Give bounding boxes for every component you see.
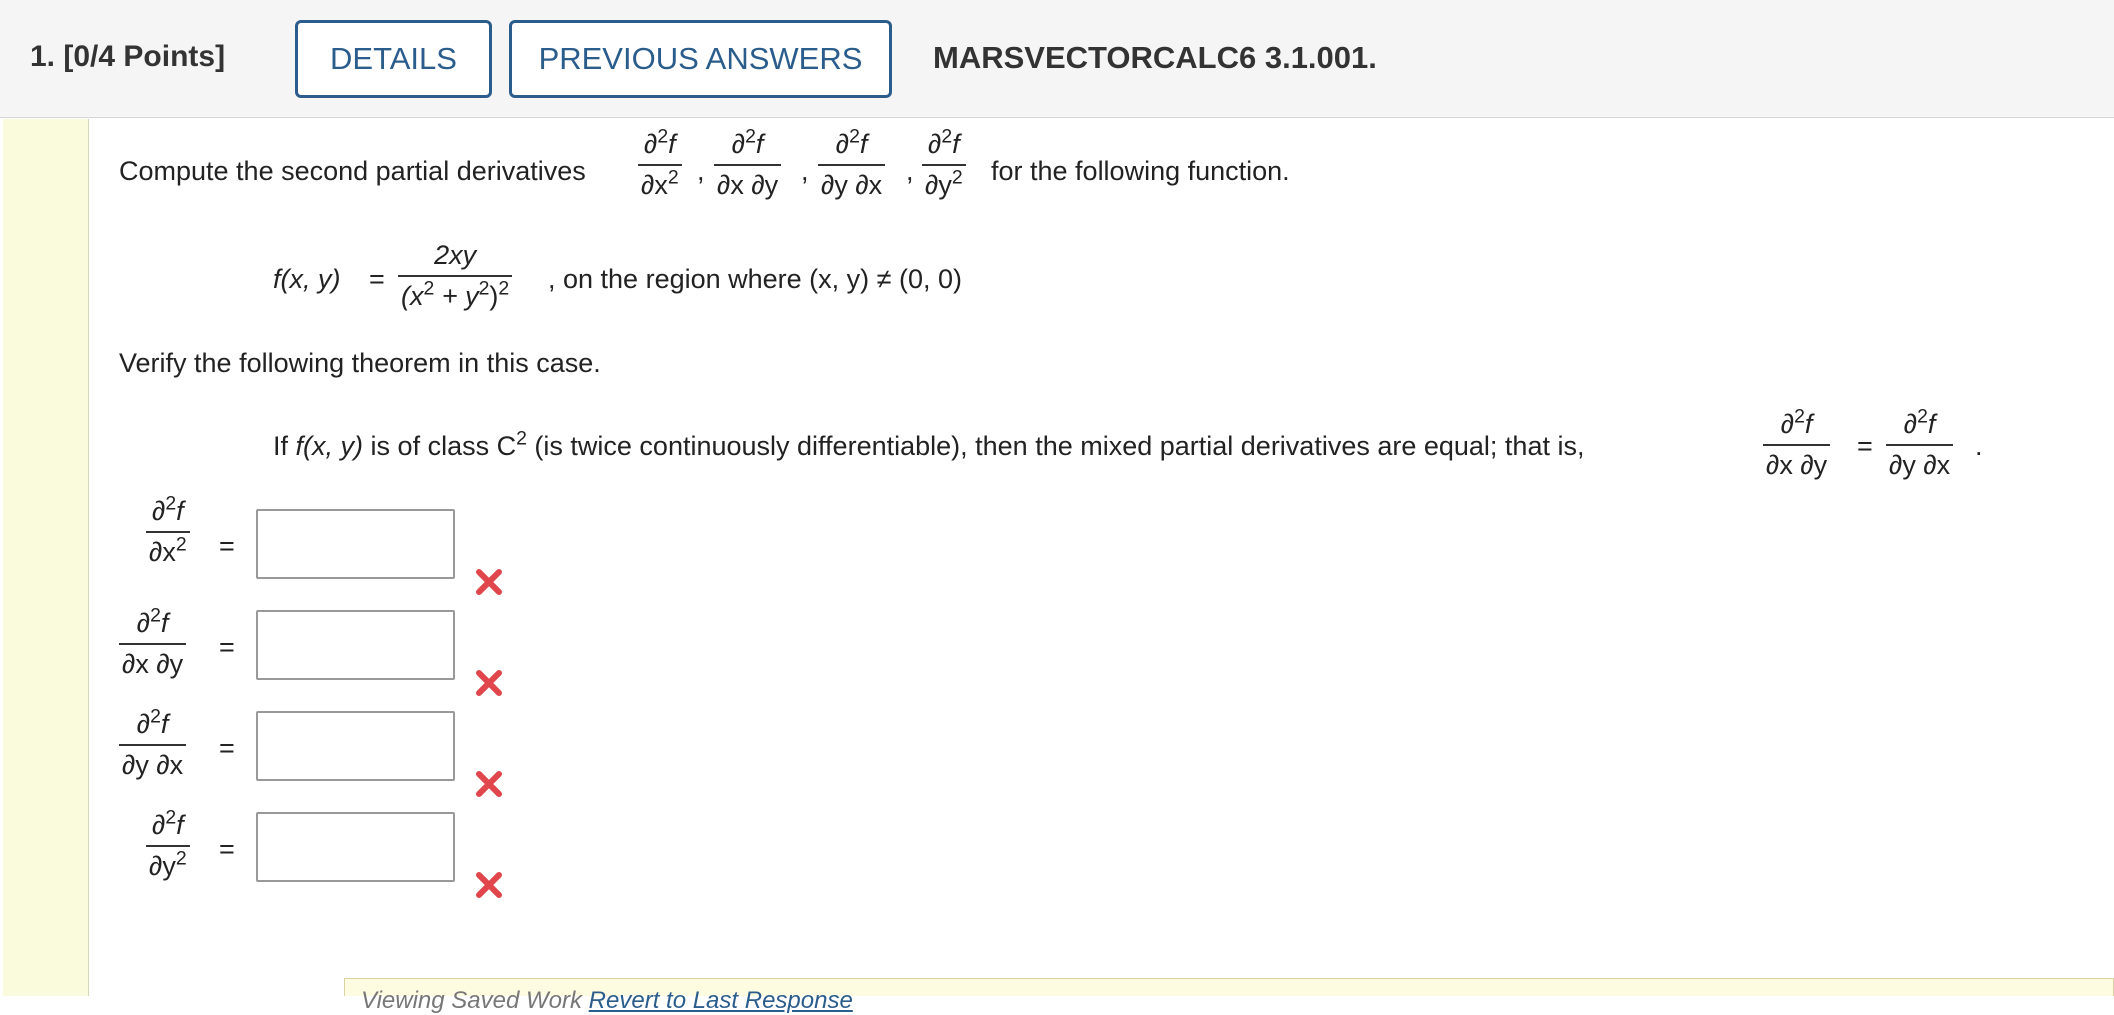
- answer-label-xx: ∂$^2$f $\partial x^2$: [146, 498, 190, 566]
- incorrect-icon: [474, 870, 504, 900]
- intro-partial-yx: ∂$^2$f ∂y ∂x: [818, 131, 885, 199]
- question-code: MARSVECTORCALC6 3.1.001.: [933, 40, 1377, 75]
- answer-label-yx: ∂$^2$f ∂y ∂x: [119, 711, 186, 779]
- intro-comma-3: ,: [906, 156, 914, 186]
- previous-answers-button[interactable]: PREVIOUS ANSWERS: [509, 20, 892, 98]
- function-region: , on the region where (x, y) ≠ (0, 0): [548, 264, 962, 294]
- incorrect-icon: [474, 668, 504, 698]
- answer-equals: =: [219, 632, 235, 662]
- theorem-period: .: [1975, 431, 1983, 461]
- answer-input-xx[interactable]: [256, 509, 455, 579]
- function-numerator: 2xy: [434, 240, 477, 270]
- answer-label-yy: ∂$^2$f $\partial y^2$: [146, 812, 190, 880]
- saved-work-label: Viewing Saved Work: [361, 987, 582, 1014]
- intro-partial-xx: ∂$^2$f $\partial x^2$: [638, 131, 682, 199]
- theorem-equals: =: [1857, 431, 1873, 461]
- answer-equals: =: [219, 733, 235, 763]
- function-lhs: f(x, y): [273, 264, 341, 294]
- details-button[interactable]: DETAILS: [295, 20, 492, 98]
- question-header: [0, 0, 2114, 118]
- intro-text: Compute the second partial derivatives: [119, 156, 586, 186]
- points-label: [0/4 Points]: [63, 40, 226, 73]
- answer-input-yy[interactable]: [256, 812, 455, 882]
- revert-link[interactable]: Revert to Last Response: [588, 987, 853, 1014]
- intro-partial-xy: ∂$^2$f ∂x ∂y: [714, 131, 781, 199]
- answer-equals: =: [219, 531, 235, 561]
- answer-input-xy[interactable]: [256, 610, 455, 680]
- intro-text-after: for the following function.: [991, 156, 1290, 186]
- verify-text: Verify the following theorem in this case.: [119, 348, 601, 378]
- answer-equals: =: [219, 834, 235, 864]
- question-number: 1.: [30, 40, 56, 73]
- incorrect-icon: [474, 567, 504, 597]
- question-points: [30, 40, 225, 74]
- function-equals: =: [369, 264, 385, 294]
- intro-partial-yy: ∂$^2$f $\partial y^2$: [922, 131, 966, 199]
- intro-comma-1: ,: [697, 156, 705, 186]
- answer-label-xy: ∂$^2$f ∂x ∂y: [119, 610, 186, 678]
- saved-work-banner: [344, 978, 2114, 1014]
- incorrect-icon: [474, 769, 504, 799]
- answer-input-yx[interactable]: [256, 711, 455, 781]
- intro-comma-2: ,: [801, 156, 809, 186]
- theorem-mixed-xy: ∂$^2$f ∂x ∂y: [1763, 411, 1830, 479]
- theorem-text: If f(x, y) is of class $C^2$ (is twice continuously differentiable), then the mixed partial derivatives are equal; that is,: [273, 427, 1585, 461]
- function-fraction: 2xy $(x^2 + y^2)^2$: [398, 242, 512, 310]
- theorem-mixed-yx: ∂$^2$f ∂y ∂x: [1886, 411, 1953, 479]
- question-side-strip: [3, 119, 89, 996]
